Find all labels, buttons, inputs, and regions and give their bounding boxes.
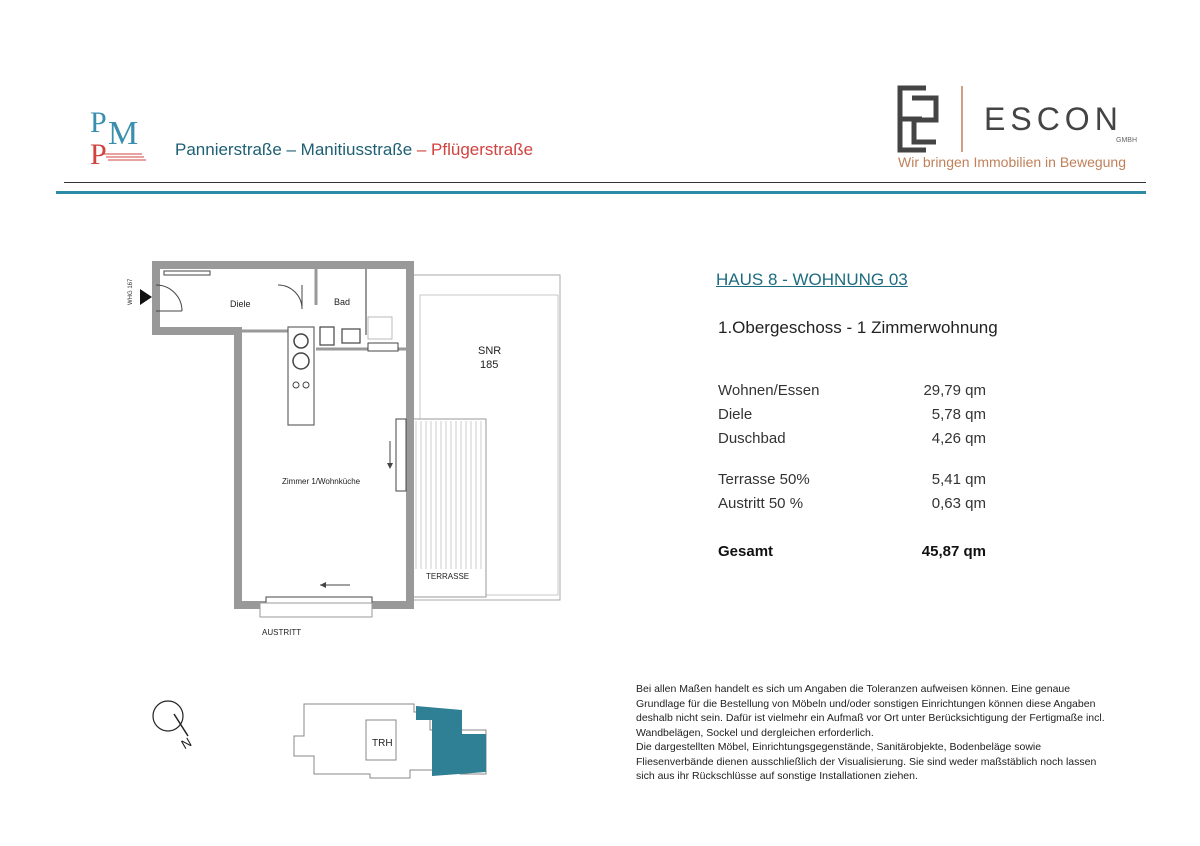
logo-letter-p2: P (90, 138, 107, 171)
room-label-diele: Diele (230, 299, 251, 309)
disclaimer (636, 682, 1106, 784)
area-value: 5,41 qm (931, 471, 986, 488)
kitchen-counter (288, 327, 314, 425)
escon-suffix: GMBH (1116, 137, 1137, 144)
entry-label: WHG 167 (128, 278, 134, 305)
room-label-terrasse: TERRASSE (426, 572, 470, 581)
escon-monogram-icon (900, 88, 936, 150)
street-title-highlight: – Pflügerstraße (412, 140, 534, 159)
room-label-zimmer: Zimmer 1/Wohnküche (282, 477, 361, 486)
room-label-austritt: AUSTRITT (262, 628, 302, 637)
entry-arrow-icon (140, 289, 152, 305)
area-value: 29,79 qm (923, 382, 986, 399)
room-label-bad: Bad (334, 297, 351, 307)
disclaimer-paragraph: Bei allen Maßen handelt es sich um Angaben die Toleranzen aufweisen können. Eine genaue Grundlage für die Bestellung von Möbeln und/oder sonstigen Einrichtungen können diese Angaben deshalb nicht sein. Dafür ist vielmehr ein Aufmaß vor Ort unter Berücksichtigung der Fertigmaße incl. Wandbelägen, Sockel und dergleichen erforderlich. (636, 683, 1105, 739)
escon-tagline: Wir bringen Immobilien in Bewegung (898, 154, 1126, 170)
disclaimer-paragraph: Die dargestellten Möbel, Einrichtungsgegenstände, Sanitärobjekte, Bodenbeläge sowie Fliesenverbände dienen ausschließlich der Visualisierung. Sie sind weder maßstäblich noch lassen sich aus ihr Rückschlüsse auf sonstige Installationen ziehen. (636, 741, 1097, 782)
unit-title: HAUS 8 - WOHNUNG 03 (716, 270, 908, 289)
escon-name: ESCON (984, 101, 1123, 137)
area-label: Wohnen/Essen (718, 382, 820, 399)
escon-logo (892, 84, 1152, 154)
pmp-logo (86, 100, 146, 176)
floorplan (120, 245, 580, 645)
area-label: Diele (718, 406, 753, 423)
terrace-hatch (412, 419, 486, 597)
compass-icon (146, 694, 206, 754)
logo-letter-m: M (108, 115, 139, 152)
area-value: 5,78 qm (931, 406, 986, 423)
room-label-snr-number: 185 (480, 359, 499, 371)
header-divider-thick (56, 191, 1146, 194)
area-label: Austritt 50 % (718, 495, 804, 512)
siteplan (290, 700, 490, 782)
austritt-area (260, 603, 372, 617)
street-title (175, 140, 533, 160)
outer-walls (156, 265, 410, 605)
street-title-main: Pannierstraße – Manitiusstraße (175, 140, 413, 159)
area-label: Terrasse 50% (718, 471, 810, 488)
unit-subtitle: 1.Obergeschoss - 1 Zimmerwohnung (718, 318, 998, 337)
room-label-snr: SNR (478, 345, 502, 357)
area-value: 0,63 qm (931, 495, 986, 512)
siteplan-label: TRH (372, 738, 393, 749)
compass-label: N (178, 734, 195, 753)
area-value: 4,26 qm (931, 430, 986, 447)
total-label: Gesamt (718, 543, 774, 560)
logo-letter-p1: P (90, 106, 107, 139)
total-value: 45,87 qm (921, 543, 986, 560)
header-divider-thin (64, 182, 1146, 183)
area-label: Duschbad (718, 430, 786, 447)
